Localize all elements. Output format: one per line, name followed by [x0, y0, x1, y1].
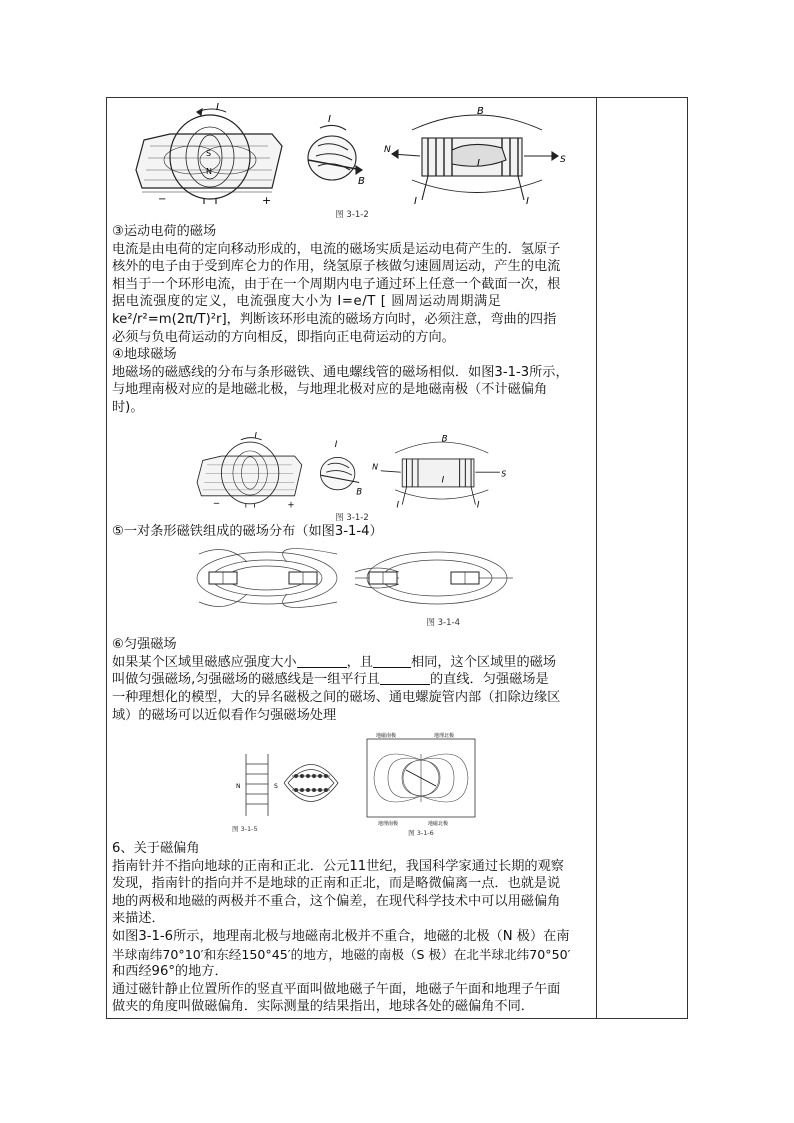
solenoid-diagram — [392, 115, 558, 200]
label-bottom-left: 地理南极 — [378, 821, 399, 828]
label-s-coil: S — [501, 469, 507, 479]
figure-3-1-2-bottom — [187, 431, 517, 509]
paragraph-line: 电流是由电荷的定向移动形成的，电流的磁场实质是运动电荷产生的．氢原子 — [112, 241, 561, 257]
label-i-coil: I — [477, 158, 480, 169]
paragraph-line: 据电流强度的定义，电流强度大小为 I=e/T [ 圆周运动周期满足 — [112, 294, 502, 310]
paragraph-line: 地磁场的磁感线的分布与条形磁铁、通电螺线管的磁场相似．如图3-1-3所示， — [112, 364, 569, 380]
fill-text: ，且 — [346, 654, 373, 670]
paragraph-line: 时)。 — [112, 399, 144, 415]
label-plus: + — [287, 499, 295, 509]
paragraph-line: 核外的电子由于受到库仑力的作用，绕氢原子核做匀速圆周运动，产生的电流 — [112, 259, 561, 275]
label-plus: + — [262, 194, 272, 206]
fill-text: 的直线．匀强磁场是 — [429, 672, 549, 688]
paragraph-line: 指南针并不指向地球的正南和正北．公元11世纪，我国科学家通过长期的观察 — [112, 858, 564, 874]
uniform-field-diagram — [232, 746, 352, 824]
paragraph-line: 域）的磁场可以近似看作匀强磁场处理 — [112, 707, 337, 723]
label-i-left: I — [414, 196, 417, 206]
label-i-top: I — [216, 102, 219, 113]
section-heading-earth-field: ④地球磁场 — [112, 347, 177, 363]
figure-3-1-4 — [187, 544, 517, 622]
paragraph-line: 来描述． — [112, 911, 165, 927]
label-b-hand: B — [356, 486, 363, 497]
label-minus: − — [158, 194, 167, 205]
figure-caption: 图 3-1-2 — [335, 512, 369, 523]
earth-magnetic-field-diagram — [366, 732, 476, 832]
figure-caption: 图 3-1-5 — [232, 825, 258, 834]
answer-blank-2[interactable] — [373, 655, 411, 668]
main-content — [112, 100, 592, 1016]
paragraph-line: 如图3-1-6所示，地理南北极与地磁南北极并不重合，地磁的北极（N 极）在南 — [112, 929, 570, 945]
label-i-right: I — [476, 499, 480, 509]
answer-blank-3[interactable] — [380, 672, 430, 685]
figure-caption: 图 3-1-6 — [408, 829, 434, 838]
label-n-loop: N — [206, 167, 212, 176]
figure-caption: 图 3-1-2 — [335, 210, 369, 220]
paragraph-line: 一种理想化的模型，大的异名磁极之间的磁场、通电螺旋管内部（扣除边缘区 — [112, 689, 561, 705]
label-minus: − — [212, 498, 221, 509]
paragraph-line: 半球南纬70°10′和东经150°45′的地方，地磁的南极（S 极）在北半球北纬70°50′ — [112, 946, 571, 962]
label-n: N — [236, 783, 241, 791]
fill-blank-line-2 — [112, 671, 592, 689]
label-b-hand: B — [358, 176, 365, 187]
paragraph-line: 必须与负电荷运动的方向相反，即指向正电荷运动的方向。 — [112, 329, 455, 345]
bar-magnet-pair-fields — [187, 544, 517, 622]
paragraph-line: 做夹的角度叫做磁偏角．实际测量的结果指出，地球各处的磁偏角不同． — [112, 999, 534, 1015]
label-i-right: I — [526, 196, 529, 206]
answer-blank-1[interactable] — [297, 655, 347, 668]
fill-text: 如果某个区域里磁感应强度大小 — [112, 654, 297, 670]
label-top-right: 地理北极 — [434, 733, 455, 740]
label-i-coil: I — [441, 474, 445, 486]
paragraph-line: 与地理南极对应的是地磁北极，与地理北极对应的是地磁南极（不计磁偏角 — [112, 382, 548, 398]
paragraph-line: ke²/r²=m(2π/T)²r]，判断该环形电流的磁场方向时，必须注意，弯曲的四指 — [112, 311, 557, 327]
label-i-left: I — [396, 499, 400, 509]
label-i-hand: I — [328, 114, 331, 125]
label-bottom-right: 地磁北极 — [428, 821, 449, 828]
label-n-coil: N — [384, 145, 391, 155]
paragraph-line: 和西经96°的地方． — [112, 964, 228, 980]
paragraph-line: 地的两极和地磁的两极并不重合，这个偏差，在现代科学技术中可以用磁偏角 — [112, 893, 561, 909]
right-hand-rule-diagram — [308, 125, 362, 180]
figure-3-1-6 — [366, 732, 476, 838]
column-divider — [596, 97, 597, 1019]
figure-3-1-5 — [232, 746, 352, 834]
section-heading-bar-magnets: ⑤一对条形磁铁组成的磁场分布（如图3-1-4） — [112, 523, 383, 539]
section-heading-moving-charge: ③运动电荷的磁场 — [112, 224, 217, 239]
label-b-coil: B — [477, 106, 484, 117]
fill-text: 相同，这个区域里的磁场 — [411, 654, 557, 670]
fill-text: 叫做匀强磁场,匀强磁场的磁感线是一组平行且 — [112, 672, 380, 688]
label-s-loop: S — [206, 149, 212, 158]
current-field-illustration-repeat — [187, 431, 517, 509]
label-s: S — [274, 783, 278, 791]
label-top-left: 地磁南极 — [376, 733, 397, 740]
paragraph-line: 通过磁针静止位置所作的竖直平面叫做地磁子午面，地磁子午面和地理子午面 — [112, 981, 561, 997]
section-heading-declination: 6、关于磁偏角 — [112, 841, 200, 857]
section-heading-uniform-field: ⑥匀强磁场 — [112, 637, 177, 653]
fill-blank-line-1 — [112, 654, 592, 672]
paragraph-line: 相当于一个环形电流，由于在一个周期内电子通过环上任意一个截面一次，根 — [112, 276, 561, 292]
label-b-coil: B — [441, 433, 448, 444]
figure-caption: 图 3-1-4 — [426, 618, 460, 629]
figure-row-uniform — [112, 730, 592, 838]
label-i-hand: I — [334, 439, 338, 450]
figure-3-1-2-top — [122, 100, 582, 206]
label-s-coil: S — [560, 155, 566, 165]
current-field-illustration — [122, 100, 582, 206]
label-i-top: I — [254, 430, 257, 441]
label-n-coil: N — [372, 461, 378, 471]
paragraph-line: 发现，指南针的指向并不是地球的正南和正北，而是略微偏离一点．也就是说 — [112, 876, 561, 892]
